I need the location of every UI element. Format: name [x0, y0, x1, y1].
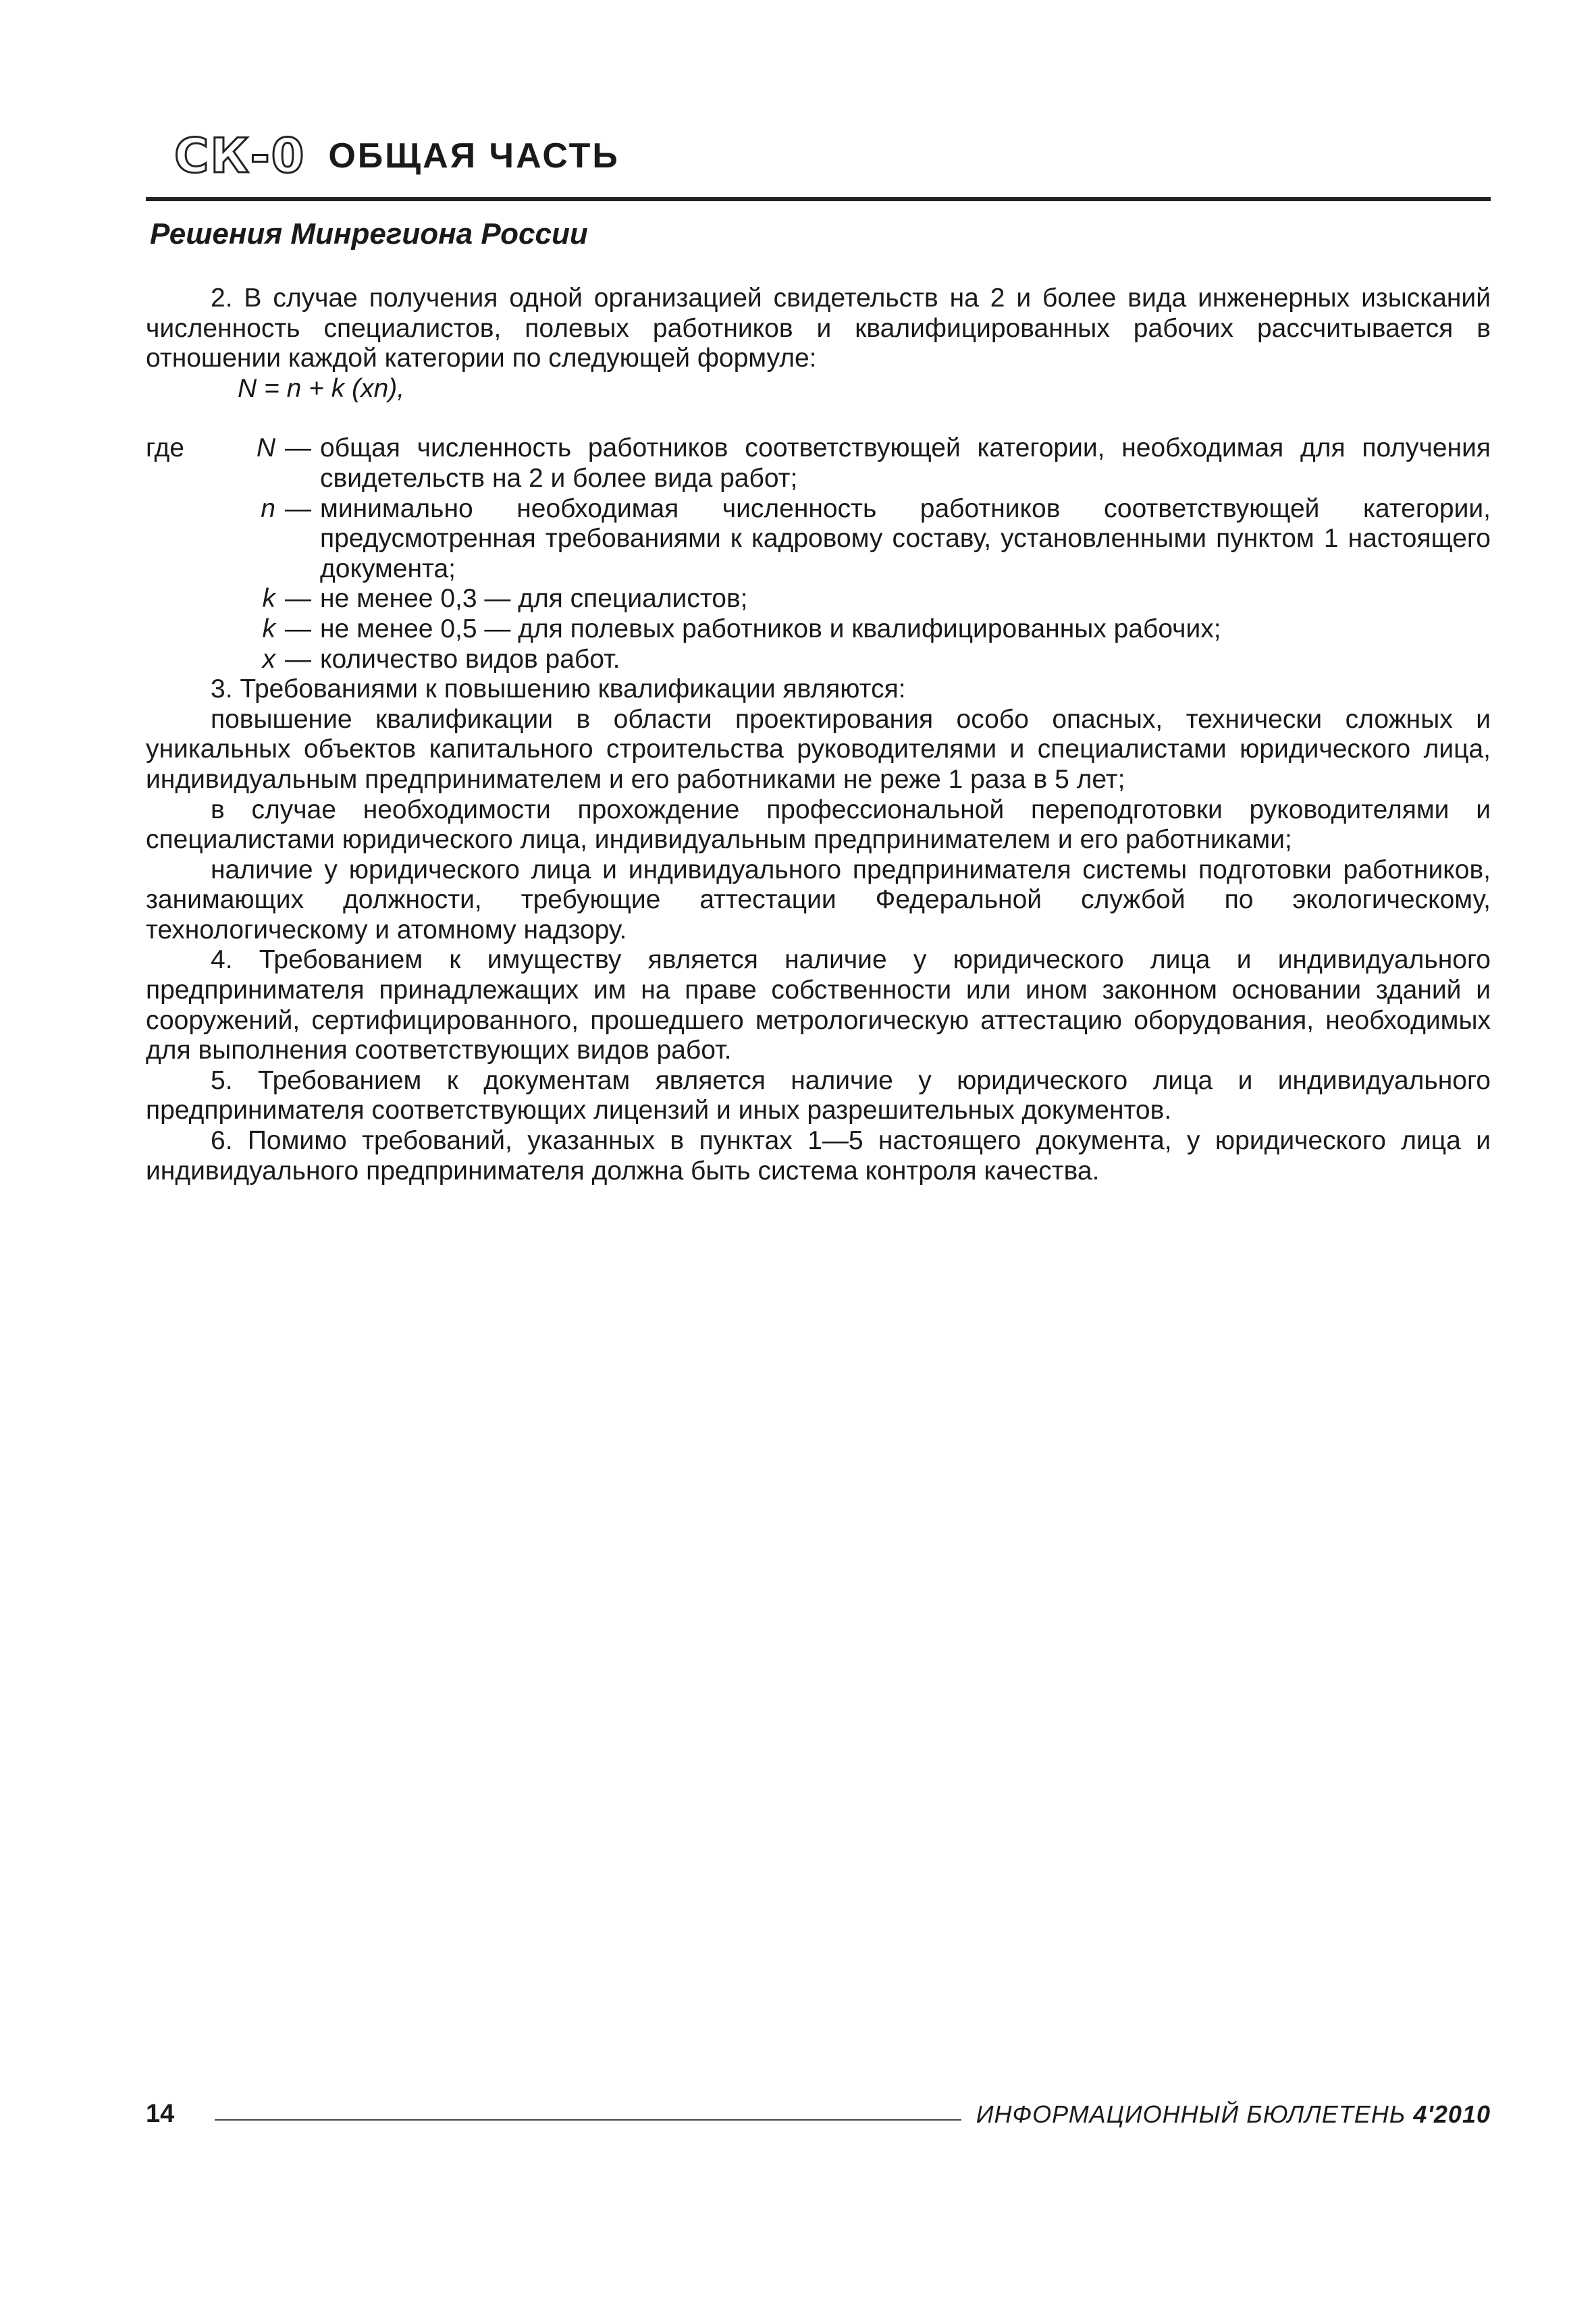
- definition-text: количество видов работ.: [320, 644, 620, 674]
- publication-title: [976, 2100, 1491, 2129]
- header-rule: [146, 197, 1491, 201]
- issue-number: 4'2010: [1413, 2100, 1491, 2128]
- page-footer: [146, 2100, 1491, 2129]
- definition-row: [146, 433, 1491, 494]
- paragraph-4: 4. Требованием к имуществу является наличие у юридического лица и индивидуального предпринимателя принадлежащих им на праве собственности или ином законном основании зданий и сооружений, сертифицированного, прошедшего метрологическую аттестацию оборудования, необходимых для выполнения соответствующих видов работ.: [146, 945, 1491, 1065]
- section-logo: СК-0: [174, 128, 306, 184]
- definition-symbol: N: [256, 433, 275, 463]
- definition-row: [146, 584, 1491, 614]
- page-number: 14: [146, 2100, 175, 2128]
- subheading: Решения Минрегиона России: [150, 217, 588, 250]
- paragraph-6: 6. Помимо требований, указанных в пунктах 1—5 настоящего документа, у юридического лица и индивидуального предпринимателя должна быть система контроля качества.: [146, 1126, 1491, 1186]
- definition-symbol: k: [262, 614, 275, 643]
- definition-dash: —: [285, 494, 311, 523]
- publication-name: ИНФОРМАЦИОННЫЙ БЮЛЛЕТЕНЬ: [976, 2100, 1406, 2128]
- paragraph-5: 5. Требованием к документам является наличие у юридического лица и индивидуального предпринимателя соответствующих лицензий и иных разрешительных документов.: [146, 1065, 1491, 1125]
- formula-definitions: [146, 433, 1491, 674]
- where-label: где: [146, 433, 184, 463]
- formula: N = n + k (xn),: [238, 373, 405, 403]
- definition-dash: —: [285, 584, 311, 614]
- definition-row: [146, 494, 1491, 585]
- definition-row: [146, 614, 1491, 645]
- section-title: ОБЩАЯ ЧАСТЬ: [328, 136, 620, 176]
- definition-dash: —: [285, 644, 311, 674]
- paragraph-3-item: наличие у юридического лица и индивидуального предпринимателя системы подготовки работников, занимающих должности, требующие аттестации Федеральной службой по экологическому, технологическому и атомному надзору.: [146, 855, 1491, 945]
- paragraph-3-item: повышение квалификации в области проектирования особо опасных, технически сложных и уникальных объектов капитального строительства руководителями и специалистами юридического лица, индивидуальным предпринимателем и его работниками не реже 1 раза в 5 лет;: [146, 704, 1491, 794]
- definition-text: не менее 0,5 — для полевых работников и квалифицированных рабочих;: [320, 614, 1221, 643]
- definition-dash: —: [285, 433, 311, 463]
- paragraph-3-item: в случае необходимости прохождение профессиональной переподготовки руководителями и специалистами юридического лица, индивидуальным предпринимателем и его работниками;: [146, 795, 1491, 855]
- paragraph-3: 3. Требованиями к повышению квалификации являются:: [211, 674, 906, 704]
- definition-symbol: x: [262, 644, 275, 674]
- definition-dash: —: [285, 614, 311, 643]
- definition-symbol: n: [261, 494, 275, 523]
- paragraph-2: 2. В случае получения одной организацией свидетельств на 2 и более вида инженерных изысканий численность специалистов, полевых работников и квалифицированных рабочих рассчитывается в отношении каждой категории по следующей формуле:: [146, 284, 1491, 373]
- definition-text: минимально необходимая численность работников соответствующей категории, предусмотренная требованиями к кадровому составу, установленными пунктом 1 настоящего документа;: [320, 494, 1491, 583]
- definition-text: не менее 0,3 — для специалистов;: [320, 584, 748, 614]
- definition-text: общая численность работников соответствующей категории, необходимая для получения свидетельств на 2 и более вида работ;: [320, 433, 1491, 493]
- definition-row: [146, 645, 1491, 675]
- page-header: [174, 128, 620, 184]
- footer-rule: [215, 2119, 961, 2121]
- definition-symbol: k: [262, 584, 275, 614]
- document-body: [146, 284, 1491, 1186]
